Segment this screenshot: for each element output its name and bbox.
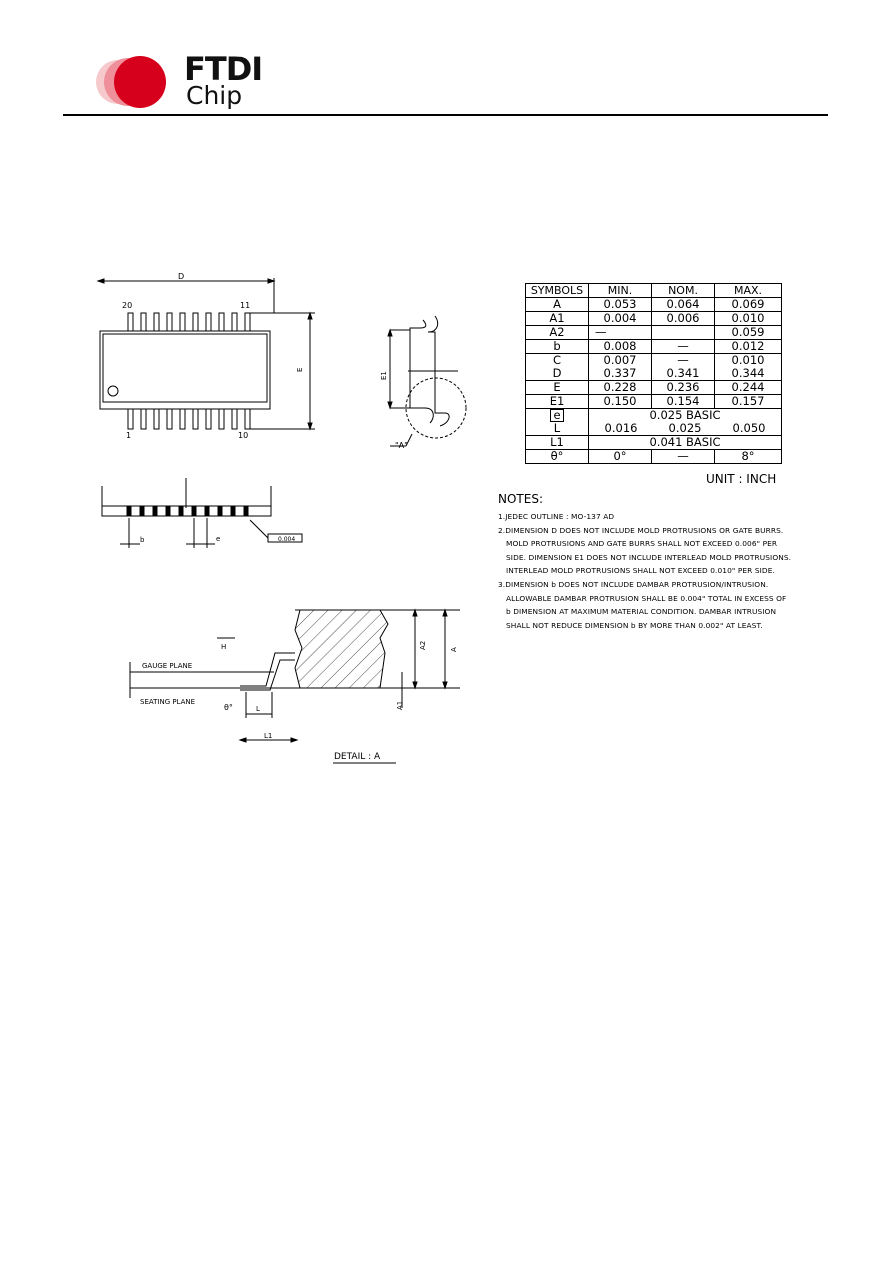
end-view xyxy=(380,316,466,450)
dim-e-pitch-label: e xyxy=(216,535,221,543)
note-3-line-2: ALLOWABLE DAMBAR PROTRUSION SHALL BE 0.004" TOTAL IN EXCESS OF xyxy=(506,593,787,603)
cell-min: 0.008 xyxy=(589,340,652,354)
table-row xyxy=(526,326,782,340)
cell-min: 0.016 xyxy=(604,421,638,435)
logo-text-chip: Chip xyxy=(186,81,243,110)
cell-min: 0.007 xyxy=(603,353,637,367)
note-3-line-1: 3.DIMENSION b DOES NOT INCLUDE DAMBAR PROTRUSION/INTRUSION. xyxy=(498,579,769,589)
dim-a1-label: A1 xyxy=(396,700,404,710)
cell-symbol-pair xyxy=(526,409,589,436)
cell-nom: 0.025 xyxy=(668,421,702,435)
cell-symbol: L1 xyxy=(526,436,589,450)
logo-circles-icon xyxy=(96,52,186,112)
table-row xyxy=(526,450,782,464)
angle-label: θ° xyxy=(224,703,233,712)
dim-h-label: H xyxy=(221,643,227,651)
cell-max: 0.050 xyxy=(732,421,766,435)
cell-nom xyxy=(652,326,715,340)
cell-symbol: A xyxy=(526,298,589,312)
cell-min: 0.053 xyxy=(589,298,652,312)
unit-label: UNIT : INCH xyxy=(706,472,777,486)
cell-min-pair xyxy=(589,354,652,381)
cell-symbol: A2 xyxy=(526,326,589,340)
table-header-row xyxy=(526,284,782,298)
top-leads-upper xyxy=(128,313,250,331)
cell-value-group xyxy=(589,409,782,436)
top-leads-lower xyxy=(128,409,250,429)
cell-nom: 0.341 xyxy=(666,366,700,380)
cell-nom: 0.006 xyxy=(652,312,715,326)
table-row xyxy=(526,354,782,381)
detail-ref-label: "A" xyxy=(395,441,408,450)
dim-l1-label: L1 xyxy=(264,732,273,740)
package-body xyxy=(100,331,270,409)
cell-basic: 0.041 BASIC xyxy=(589,436,782,450)
cell-min: — xyxy=(589,326,652,340)
cell-nom: 0.236 xyxy=(652,381,715,395)
coplanarity-label: 0.004 xyxy=(278,536,296,543)
cell-nom: — xyxy=(652,450,715,464)
cell-symbol: E1 xyxy=(526,395,589,409)
dim-d-label: D xyxy=(178,272,185,281)
note-3-line-4: SHALL NOT REDUCE DIMENSION b BY MORE THAN 0.002" AT LEAST. xyxy=(506,620,763,630)
cell-min: 0° xyxy=(589,450,652,464)
cell-max-pair xyxy=(715,354,782,381)
table-row xyxy=(526,340,782,354)
cell-max: 0.059 xyxy=(715,326,782,340)
cell-symbol: e xyxy=(550,409,563,422)
header-symbols: SYMBOLS xyxy=(526,284,589,298)
note-2-line-4: INTERLEAD MOLD PROTRUSIONS SHALL NOT EXCEED 0.010" PER SIDE. xyxy=(506,566,775,576)
logo-text-ftdi: FTDI xyxy=(184,50,263,88)
pin-10-label: 10 xyxy=(238,431,249,440)
header-nom: NOM. xyxy=(652,284,715,298)
cell-max: 0.010 xyxy=(731,353,765,367)
note-2-line-2: MOLD PROTRUSIONS AND GATE BURRS SHALL NOT EXCEED 0.006" PER xyxy=(506,539,778,549)
top-view xyxy=(98,272,315,440)
cell-max: 0.244 xyxy=(715,381,782,395)
header-rule xyxy=(63,114,828,116)
pin-11-label: 11 xyxy=(240,301,251,310)
cell-symbol: A1 xyxy=(526,312,589,326)
seating-plane-label: SEATING PLANE xyxy=(140,698,196,706)
cell-max: 0.012 xyxy=(715,340,782,354)
pin1-marker-icon xyxy=(108,386,118,396)
table-row xyxy=(526,409,782,436)
cell-min: 0.337 xyxy=(603,366,637,380)
table-row xyxy=(526,381,782,395)
cell-nom: 0.154 xyxy=(652,395,715,409)
cell-basic: 0.025 BASIC xyxy=(649,408,721,422)
cell-max: 0.010 xyxy=(715,312,782,326)
cell-row-values xyxy=(589,422,781,435)
cell-min: 0.004 xyxy=(589,312,652,326)
cell-symbol: θ° xyxy=(526,450,589,464)
side-view xyxy=(102,478,302,548)
note-2-line-3: SIDE. DIMENSION E1 DOES NOT INCLUDE INTERLEAD MOLD PROTRUSIONS. xyxy=(506,552,792,562)
table-row xyxy=(526,436,782,450)
cell-max: 0.069 xyxy=(715,298,782,312)
detail-a-view xyxy=(130,610,460,763)
note-1: 1.JEDEC OUTLINE : MO-137 AD xyxy=(498,512,615,521)
note-3-line-3: b DIMENSION AT MAXIMUM MATERIAL CONDITION. DAMBAR INTRUSION xyxy=(506,607,777,617)
pin-1-label: 1 xyxy=(126,431,132,440)
notes-block xyxy=(498,510,803,632)
cell-symbol: b xyxy=(526,340,589,354)
cell-max: 0.344 xyxy=(731,366,765,380)
ftdi-chip-logo xyxy=(96,50,263,112)
dim-e-label: E xyxy=(296,367,304,372)
table-row xyxy=(526,395,782,409)
note-2-line-1: 2.DIMENSION D DOES NOT INCLUDE MOLD PROTRUSIONS OR GATE BURRS. xyxy=(498,525,784,535)
dim-b-label: b xyxy=(140,536,145,544)
pin-20-label: 20 xyxy=(122,301,133,310)
header-min: MIN. xyxy=(589,284,652,298)
gauge-plane-label: GAUGE PLANE xyxy=(142,662,193,670)
cell-nom-pair xyxy=(652,354,715,381)
cell-symbol: C xyxy=(552,353,562,367)
package-outline-drawing xyxy=(90,268,480,773)
detail-a-label: DETAIL : A xyxy=(334,752,381,762)
table-row xyxy=(526,312,782,326)
dim-a2-label: A2 xyxy=(419,640,427,650)
dimension-table xyxy=(525,283,782,464)
cell-symbol: L xyxy=(553,421,561,435)
cell-symbol-pair xyxy=(526,354,589,381)
cell-min: 0.228 xyxy=(589,381,652,395)
cell-symbol: D xyxy=(552,366,562,380)
cell-min: 0.150 xyxy=(589,395,652,409)
cell-max: 8° xyxy=(715,450,782,464)
cell-symbol: E xyxy=(526,381,589,395)
table-row xyxy=(526,298,782,312)
header-max: MAX. xyxy=(715,284,782,298)
cell-nom: 0.064 xyxy=(652,298,715,312)
notes-title: NOTES: xyxy=(498,492,543,506)
dim-e1-label: E1 xyxy=(380,371,388,380)
dim-l-label: L xyxy=(256,705,260,713)
cell-nom: — xyxy=(677,353,689,367)
cell-nom: — xyxy=(652,340,715,354)
dim-a-label: A xyxy=(450,647,458,652)
cell-max: 0.157 xyxy=(715,395,782,409)
